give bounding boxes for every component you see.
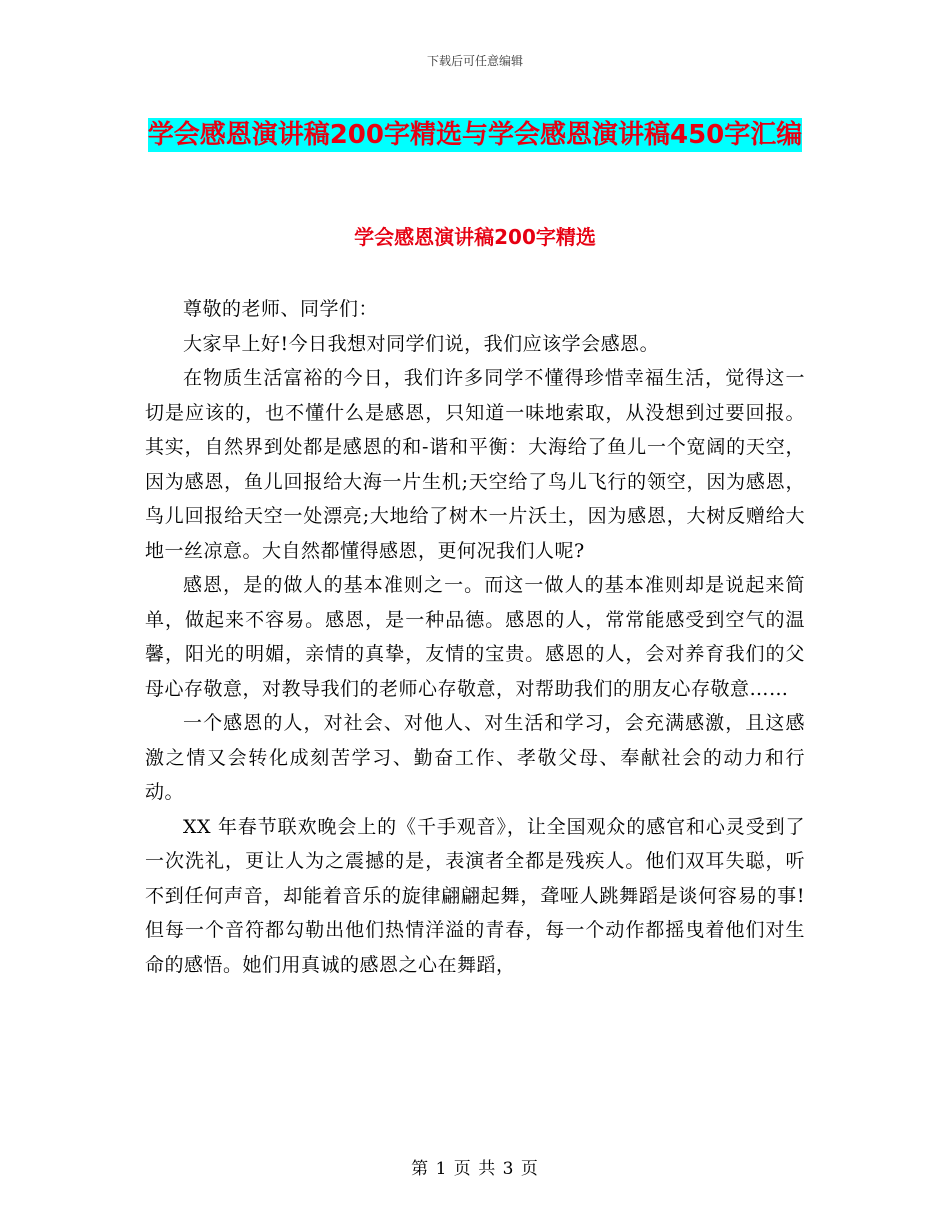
paragraph: 感恩，是的做人的基本准则之一。而这一做人的基本准则却是说起来简单，做起来不容易。感恩，是一种品德。感恩的人，常常能感受到空气的温馨，阳光的明媚，亲情的真挚，友情的宝贵。感恩的人，会对养育我们的父母心存敬意，对教导我们的老师心存敬意，对帮助我们的朋友心存敬意…… [145,574,805,700]
paragraph: 在物质生活富裕的今日，我们许多同学不懂得珍惜幸福生活，觉得这一切是应该的，也不懂什么是感恩，只知道一味地索取，从没想到过要回报。其实，自然界到处都是感恩的和-谐和平衡：大海给了鱼儿一个宽阔的天空，因为感恩，鱼儿回报给大海一片生机;天空给了鸟儿飞行的领空，因为感恩，鸟儿回报给天空一处漂亮;大地给了树木一片沃土，因为感恩，大树反赠给大地一丝凉意。大自然都懂得感恩，更何况我们人呢? [145,367,805,562]
section-title: 学会感恩演讲稿200字精选 [354,225,596,249]
paragraph: XX 年春节联欢晚会上的《千手观音》，让全国观众的感官和心灵受到了一次洗礼，更让人为之震撼的是，表演者全都是残疾人。他们双耳失聪，听不到任何声音，却能着音乐的旋律翩翩起舞，聋哑人跳舞蹈是谈何容易的事!但每一个音符都勾勒出他们热情洋溢的青春，每一个动作都摇曳着他们对生命的感悟。她们用真诚的感恩之心在舞蹈， [145,815,805,976]
paragraph: 一个感恩的人，对社会、对他人、对生活和学习，会充满感激，且这感激之情又会转化成刻苦学习、勤奋工作、孝敬父母、奉献社会的动力和行动。 [145,712,805,803]
document-body [145,292,805,982]
paragraph: 大家早上好!今日我想对同学们说，我们应该学会感恩。 [183,332,660,355]
page-number: 第 1 页 共 3 页 [411,1159,539,1179]
document-title-text: 学会感恩演讲稿200字精选与学会感恩演讲稿450字汇编 [147,120,803,150]
page-header-note: 下载后可任意编辑 [426,54,523,68]
paragraph-greeting: 尊敬的老师、同学们： [183,298,379,320]
document-title [145,112,805,159]
